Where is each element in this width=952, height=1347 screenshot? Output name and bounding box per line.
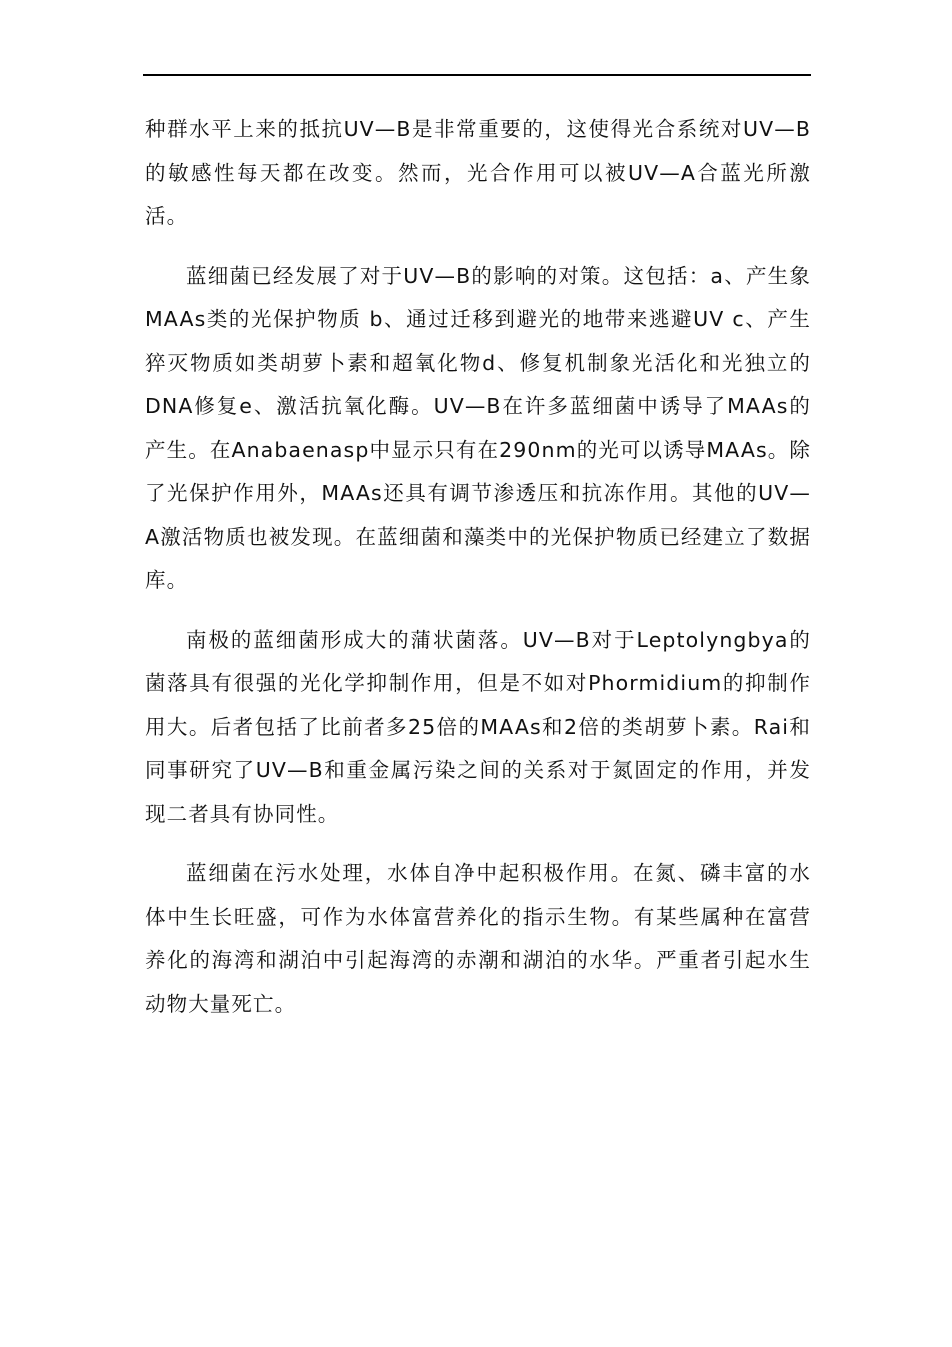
header-rule [143,74,811,76]
paragraph-cyanobacteria-countermeasures: 蓝细菌已经发展了对于UV—B的影响的对策。这包括：a、产生象MAAs类的光保护物质 b、通过迁移到避光的地带来逃避UV c、产生猝灭物质如类胡萝卜素和超氧化物d、修复机制象光活化和光独立的DNA修复e、激活抗氧化酶。UV—B在许多蓝细菌中诱导了MAAs的产生。在Anabaenasp中显示只有在290nm的光可以诱导MAAs。除了光保护作用外，MAAs还具有调节渗透压和抗冻作用。其他的UV—A激活物质也被发现。在蓝细菌和藻类中的光保护物质已经建立了数据库。 [145,263,811,592]
paragraph-uvb-resistance: 种群水平上来的抵抗UV—B是非常重要的，这使得光合系统对UV—B的敏感性每天都在改变。然而，光合作用可以被UV—A合蓝光所激活。 [145,117,811,228]
paragraph-antarctic-colonies: 南极的蓝细菌形成大的蒲状菌落。UV—B对于Leptolyngbya的菌落具有很强的光化学抑制作用，但是不如对Phormidium的抑制作用大。后者包括了比前者多25倍的MAAs和2倍的类胡萝卜素。Rai和同事研究了UV—B和重金属污染之间的关系对于氮固定的作用，并发现二者具有协同性。 [145,627,811,826]
body-text [145,108,811,1042]
paragraph-water-purification: 蓝细菌在污水处理，水体自净中起积极作用。在氮、磷丰富的水体中生长旺盛，可作为水体富营养化的指示生物。有某些属种在富营养化的海湾和湖泊中引起海湾的赤潮和湖泊的水华。严重者引起水生动物大量死亡。 [145,861,811,1016]
